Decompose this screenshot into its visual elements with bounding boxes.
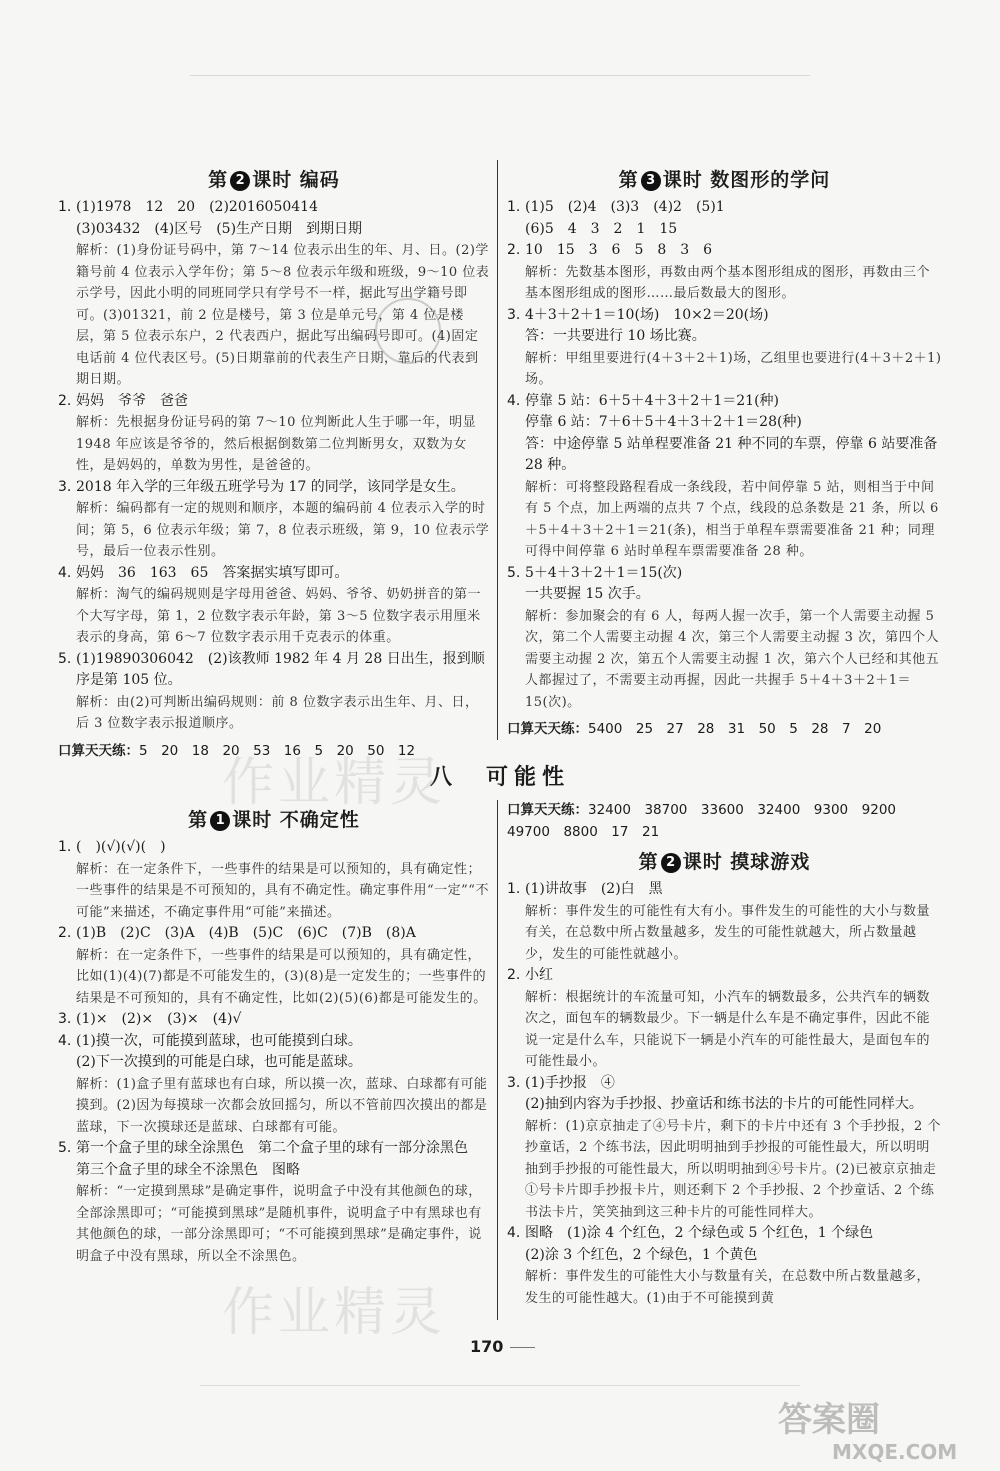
chapter-title: 八 可能性 — [429, 765, 570, 790]
logo-url: MXQE.COM — [832, 1440, 958, 1464]
watermark-text: 作业精灵 — [222, 1283, 447, 1343]
question-4: 4. 妈妈 36 163 65 答案据实填写即可。 解析：淘气的编码规则是字母用爸爸、妈妈、爷爷、奶奶拼音的第一个大写字母，第 1，2 位数字表示年龄，第 3～5 位数字表示用厘米表示的身高，第 6～7 位数字表示用千克表示的体重。 — [58, 564, 482, 645]
question-5: 5. 第一个盒子里的球全涂黑色 第二个盒子里的球有一部分涂黑色 第三个盒子里的球全不涂黑色 图略 解析：“一定摸到黑球”是确定事件，说明盒子中没有其他颜色的球，全部涂黑即可；“可能摸到黑球”是随机事件，说明盒子中有黑球也有其他颜色的球，一部分涂黑即可；“不可能摸到黑球”是确定事件，说明盒子中没有黑球，所以全不涂黑色。 — [58, 1140, 482, 1264]
question-4: 4. (1)摸一次，可能摸到蓝球，也可能摸到白球。 (2)下一次摸到的可能是白球，也可能是蓝球。 解析：(1)盒子里有蓝球也有白球，所以摸一次，蓝球、白球都有可能摸到。(2)因为每摸球一次都会放回摇匀，所以不管前四次摸出的都是蓝球，下一次摸球还是蓝球、白球都有可能。 — [58, 1032, 488, 1135]
question-5: 5. 5＋4＋3＋2＋1＝15(次) 一共要握 15 次手。 解析：参加聚会的有 6 人，每两人握一次手，第一个人需要主动握 5 次，第二个人需要主动握 4 次，第三个人需要主动握 3 次，第四个人需要主动握 2 次，第五个人需要主动握 1 次，第六个人已经和其他五人都握过了，不需要主动再握，因此一共握手 5＋4＋3＋2＋1＝15(次)。 — [507, 564, 940, 710]
lesson-number-badge: 2 — [661, 853, 681, 873]
lesson-title-encoding: 第 2 课时 编码 — [208, 169, 340, 191]
question-3: 3. (1)手抄报 ④ (2)抽到内容为手抄报、抄童话和练书法的卡片的可能性同样大。 解析：(1)京京抽走了④号卡片，剩下的卡片中还有 3 个手抄报，2 个抄童话，2 个练书法，因此明明抽到手抄报的可能性最大，所以明明抽到手抄报的可能性最大，所以明明抽到④号卡片。(2)已被京京抽走①号卡片即手抄报卡片，则还剩下 2 个手抄报、2 个抄童话、2 个练书法卡片，笑笑抽到这三种卡片的可能性同样大。 — [507, 1074, 941, 1220]
lesson-title-uncertainty: 第 1 课时 不确定性 — [188, 809, 360, 831]
lesson-number-badge: 1 — [210, 811, 230, 831]
chapter-mental-math: 口算天天练：32400 38700 33600 32400 9300 9200 49700 8800 17 21 — [507, 802, 910, 840]
question-3: 3. 2018 年入学的三年级五班学号为 17 的同学，该同学是女生。 解析：编码都有一定的规则和顺序，本题的编码前 4 位表示入学的时间；第 5，6 位表示年级；第 7，8 位表示班级，第 9，10 位表示学号，最后一位表示性别。 — [58, 478, 490, 559]
question-4: 4. 图略 (1)涂 4 个红色，2 个绿色或 5 个红色，1 个绿色 (2)涂 3 个红色，2 个绿色，1 个黄色 解析：事件发生的可能性大小与数量有关，在总数中所占数量越多，发生的可能性越大。(1)由于不可能摸到黄 — [507, 1225, 931, 1306]
mental-math-practice: 口算天天练：5 20 18 20 53 16 5 20 50 12 — [58, 742, 416, 759]
question-2: 2. 小红 解析：根据统计的车流量可知，小汽车的辆数最多，公共汽车的辆数次之，面包车的辆数最少。下一辆是什么车是不确定事件，因此不能说一定是什么车，只能说下一辆是小汽车的可能性最大，是面包车的可能性最小。 — [507, 967, 931, 1069]
question-1: 1. (1)讲故事 (2)白 黑 解析：事件发生的可能性有大有小。事件发生的可能性的大小与数量有关，在总数中所占数量越多，发生的可能性就越大，所占数量越少，发生的可能性就越小。 — [507, 881, 931, 962]
question-5: 5. (1)19890306042 (2)该教师 1982 年 4 月 28 日出生，报到顺序是第 105 位。 解析：由(2)可判断出编码规则：前 8 位数字表示出生年、月、日，后 3 位数字表示报道顺序。 — [58, 650, 485, 731]
question-1: 1. (1)5 (2)4 (3)3 (4)2 (5)1 (6)5 4 3 2 1 15 — [507, 199, 725, 237]
column-divider-bottom — [497, 800, 498, 1320]
left-column-bottom — [58, 805, 490, 1267]
question-3: 3. 4＋3＋2＋1＝10(场) 10×2＝20(场) 答：一共要进行 10 场比赛。 解析：甲组里要进行(4＋3＋2＋1)场，乙组里也要进行(4＋3＋2＋1)场。 — [507, 306, 942, 387]
mental-math-practice: 口算天天练：5400 25 27 28 31 50 5 28 7 20 — [507, 721, 882, 737]
watermark-text: 作业精灵 — [222, 753, 447, 813]
page-number: 170 — [470, 1337, 504, 1356]
question-1: 1. (1)1978 12 20 (2)2016050414 (3)03432 (4)区号 (5)生产日期 到期日期 解析：(1)身份证号码中，第 7～14 位表示出生的年、月、日。(2)学籍号前 4 位表示入学年份；第 5～8 位表示年级和班级，9～10 位表示学号，因此小明的同班同学只有学号不一样，据此写出学籍号即可。(3)01321，前 2 位是楼号，第 3 位是单元号，第 4 位是楼层，第 5 位表示东户，2 代表西户，据此写出编码号即可。(4)固定电话前 4 位代表区号。(5)日期靠前的代表生产日期，靠后的代表到期日期。 — [58, 199, 490, 387]
right-column-bottom — [507, 800, 942, 1309]
question-3: 3. (1)× (2)× (3)× (4)√ — [58, 1011, 242, 1027]
question-2: 2. (1)B (2)C (3)A (4)B (5)C (6)C (7)B (8)A 解析：在一定条件下，一些事件的结果是可以预知的，具有确定性，比如(1)(4)(7)都是不可能发生的，(3)(8)是一定发生的；一些事件的结果是不可预知的，具有不确定性，比如(2)(5)(6)都是可能发生的。 — [58, 925, 487, 1006]
question-1: 1. ( )(√)(√)( ) 解析：在一定条件下，一些事件的结果是可以预知的，具有确定性；一些事件的结果是不可预知的，具有不确定性。确定事件用“一定”“不可能”来描述，不确定事件用“可能”来描述。 — [58, 839, 489, 920]
lesson-title-ball-game: 第 2 课时 摸球游戏 — [638, 851, 811, 873]
column-divider-top — [497, 160, 498, 740]
right-column-top — [507, 165, 942, 741]
lesson-number-badge: 2 — [230, 171, 250, 191]
left-column-top — [58, 165, 490, 762]
question-2: 2. 10 15 3 6 5 8 3 6 解析：先数基本图形，再数由两个基本图形组成的图形，再数由三个基本图形组成的图形……最后数最大的图形。 — [507, 242, 931, 301]
page-number-dash — [510, 1347, 535, 1348]
site-logo — [772, 1395, 990, 1465]
question-2: 2. 妈妈 爷爷 爸爸 解析：先根据身份证号码的第 7～10 位判断此人生于哪一年，明显 1948 年应该是爷爷的，然后根据倒数第二位判断男女，双数为女性，是妈妈的，单数为男性，是爸爸的。 — [58, 392, 477, 473]
logo-text: 答案圈 — [778, 1400, 880, 1440]
lesson-title-counting-shapes: 第 3 课时 数图形的学问 — [618, 169, 831, 191]
faint-stamp-mark — [375, 298, 441, 364]
page-top-rule — [190, 75, 810, 76]
lesson-number-badge: 3 — [641, 171, 661, 191]
page-bottom-rule — [200, 1385, 800, 1386]
question-4: 4. 停靠 5 站：6＋5＋4＋3＋2＋1＝21(种) 停靠 6 站：7＋6＋5＋4＋3＋2＋1＝28(种) 答：中途停靠 5 站单程要准备 21 种不同的车票，停靠 6 站要准备 28 种。 解析：可将整段路程看成一条线段，若中间停靠 5 站，则相当于中间有 5 个点，加上两端的点共 7 个点，线段的总条数是 21 条，所以 6＋5＋4＋3＋2＋1＝21(条)，相当于单程车票需要准备 21 种；同理可得中间停靠 6 站时单程车票需要准备 28 种。 — [507, 392, 939, 559]
